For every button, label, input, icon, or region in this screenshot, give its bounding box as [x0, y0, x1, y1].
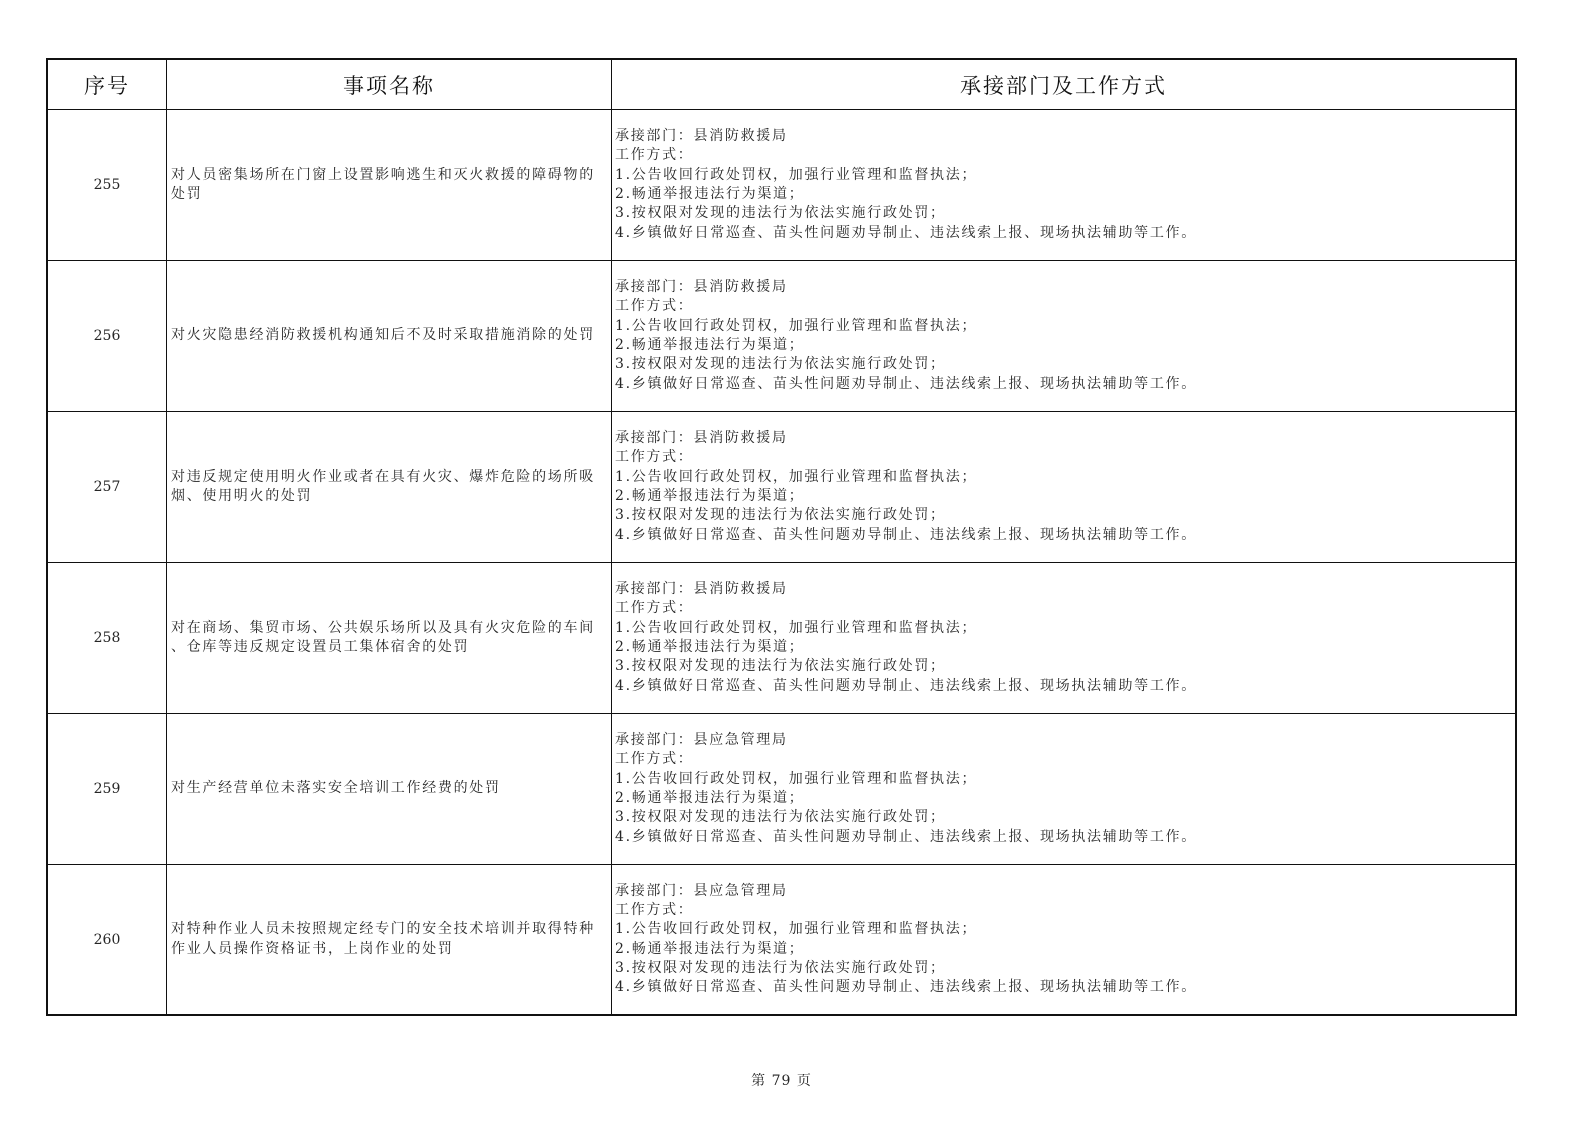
row-number: 256 [93, 328, 121, 344]
work-method-item: 2.畅通举报违法行为渠道； [615, 940, 805, 957]
dept-method-block [615, 278, 1197, 394]
item-name: 对违反规定使用明火作业或者在具有火灾、爆炸危险的场所吸烟、使用明火的处罚 [171, 468, 595, 504]
work-method-item: 4.乡镇做好日常巡查、苗头性问题劝导制止、违法线索上报、现场执法辅助等工作。 [615, 677, 1197, 694]
row-number: 259 [93, 781, 121, 797]
item-name: 对人员密集场所在门窗上设置影响逃生和灭火救援的障碍物的处罚 [171, 166, 595, 202]
work-method-title: 工作方式： [615, 901, 694, 918]
department-line: 承接部门：县应急管理局 [615, 882, 788, 899]
item-name: 对火灾隐患经消防救援机构通知后不及时采取措施消除的处罚 [171, 327, 595, 344]
page-number-label: 第 79 页 [751, 1073, 812, 1089]
items-table [46, 58, 1517, 1016]
dept-method-block [615, 731, 1197, 847]
department-line: 承接部门：县消防救援局 [615, 430, 788, 447]
row-number-cell [48, 110, 167, 261]
dept-method-cell [612, 714, 1517, 865]
row-number-cell [48, 412, 167, 563]
row-number: 257 [93, 479, 121, 495]
work-method-item: 3.按权限对发现的违法行为依法实施行政处罚； [615, 809, 946, 826]
header-dept-method-label: 承接部门及工作方式 [960, 73, 1167, 98]
work-method-item: 1.公告收回行政处罚权，加强行业管理和监督执法； [615, 468, 978, 485]
row-number-cell [48, 563, 167, 714]
work-method-item: 2.畅通举报违法行为渠道； [615, 790, 805, 806]
work-method-item: 2.畅通举报违法行为渠道； [615, 337, 805, 353]
work-method-item: 3.按权限对发现的违法行为依法实施行政处罚； [615, 507, 946, 524]
dept-method-cell [612, 865, 1517, 1016]
dept-method-block [615, 882, 1197, 998]
row-number: 258 [93, 630, 121, 646]
dept-method-cell [612, 110, 1517, 261]
item-name-cell [167, 110, 612, 261]
dept-method-block [615, 580, 1197, 696]
header-item-name [167, 60, 612, 110]
department-line: 承接部门：县应急管理局 [615, 732, 788, 749]
header-item-name-label: 事项名称 [343, 73, 435, 98]
work-method-item: 3.按权限对发现的违法行为依法实施行政处罚； [615, 356, 946, 373]
item-name-cell [167, 714, 612, 865]
item-name: 对生产经营单位未落实安全培训工作经费的处罚 [171, 780, 501, 797]
item-name: 对在商场、集贸市场、公共娱乐场所以及具有火灾危险的车间、仓库等违反规定设置员工集体宿舍的处罚 [171, 619, 595, 655]
work-method-item: 1.公告收回行政处罚权，加强行业管理和监督执法； [615, 317, 978, 334]
department-line: 承接部门：县消防救援局 [615, 279, 788, 296]
work-method-title: 工作方式： [615, 298, 694, 315]
department-line: 承接部门：县消防救援局 [615, 581, 788, 598]
row-number: 260 [93, 931, 121, 948]
work-method-item: 2.畅通举报违法行为渠道； [615, 186, 805, 202]
item-name-cell [167, 412, 612, 563]
dept-method-cell [612, 563, 1517, 714]
work-method-item: 4.乡镇做好日常巡查、苗头性问题劝导制止、违法线索上报、现场执法辅助等工作。 [615, 526, 1197, 543]
work-method-item: 1.公告收回行政处罚权，加强行业管理和监督执法； [615, 166, 978, 183]
dept-method-cell [612, 412, 1517, 563]
dept-method-cell [612, 261, 1517, 412]
work-method-item: 3.按权限对发现的违法行为依法实施行政处罚； [615, 658, 946, 675]
header-index [48, 60, 167, 110]
row-number-cell [48, 261, 167, 412]
item-name-cell [167, 563, 612, 714]
work-method-item: 2.畅通举报违法行为渠道； [615, 639, 805, 655]
work-method-item: 1.公告收回行政处罚权，加强行业管理和监督执法； [615, 921, 978, 938]
work-method-item: 4.乡镇做好日常巡查、苗头性问题劝导制止、违法线索上报、现场执法辅助等工作。 [615, 224, 1197, 241]
work-method-title: 工作方式： [615, 751, 694, 768]
item-name-cell [167, 261, 612, 412]
work-method-item: 3.按权限对发现的违法行为依法实施行政处罚； [615, 205, 946, 222]
dept-method-block [615, 127, 1197, 243]
row-number-cell [48, 865, 167, 1016]
header-dept-method [612, 60, 1517, 110]
work-method-item: 4.乡镇做好日常巡查、苗头性问题劝导制止、违法线索上报、现场执法辅助等工作。 [615, 828, 1197, 845]
work-method-item: 1.公告收回行政处罚权，加强行业管理和监督执法； [615, 619, 978, 636]
work-method-title: 工作方式： [615, 600, 694, 617]
work-method-item: 1.公告收回行政处罚权，加强行业管理和监督执法； [615, 770, 978, 787]
work-method-item: 2.畅通举报违法行为渠道； [615, 488, 805, 504]
page-number [46, 1071, 1517, 1091]
item-name-cell [167, 865, 612, 1016]
dept-method-block [615, 429, 1197, 545]
item-name: 对特种作业人员未按照规定经专门的安全技术培训并取得特种作业人员操作资格证书，上岗作业的处罚 [171, 921, 595, 957]
work-method-title: 工作方式： [615, 147, 694, 164]
work-method-title: 工作方式： [615, 449, 694, 466]
work-method-item: 3.按权限对发现的违法行为依法实施行政处罚； [615, 959, 946, 976]
row-number: 255 [93, 177, 121, 193]
department-line: 承接部门：县消防救援局 [615, 128, 788, 145]
row-number-cell [48, 714, 167, 865]
work-method-item: 4.乡镇做好日常巡查、苗头性问题劝导制止、违法线索上报、现场执法辅助等工作。 [615, 979, 1197, 996]
header-index-label: 序号 [84, 73, 130, 98]
work-method-item: 4.乡镇做好日常巡查、苗头性问题劝导制止、违法线索上报、现场执法辅助等工作。 [615, 375, 1197, 392]
